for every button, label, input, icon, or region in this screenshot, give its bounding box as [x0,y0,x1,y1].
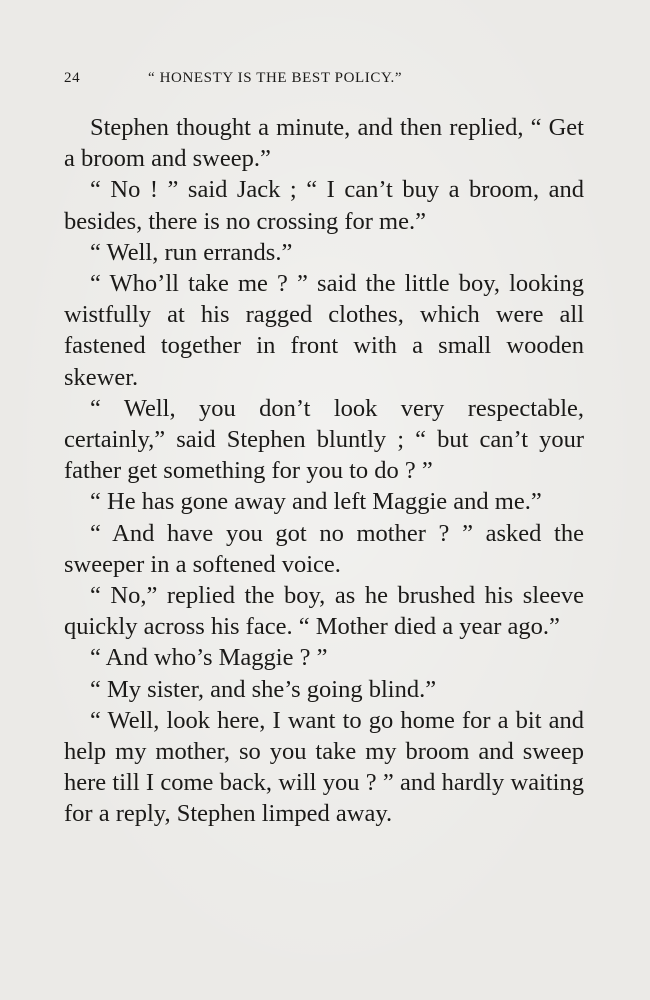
paragraph: “ No ! ” said Jack ; “ I can’t buy a broom, and besides, there is no crossing for me.” [64,176,584,235]
paragraph: Stephen thought a minute, and then replied, “ Get a broom and sweep.” [64,114,584,173]
running-title: “ HONESTY IS THE BEST POLICY.” [148,70,403,86]
paragraph: “ Well, run errands.” [90,238,293,266]
paragraph: “ And have you got no mother ? ” asked the sweeper in a softened voice. [64,519,584,578]
paragraph: “ No,” replied the boy, as he brushed his sleeve quickly across his face. “ Mother died a year ago.” [64,582,584,641]
paragraph: “ Well, you don’t look very respectable, certainly,” said Stephen bluntly ; “ but can’t your father get something for you to do ? ” [64,394,584,485]
paragraph: “ And who’s Maggie ? ” [90,644,328,672]
body-text [64,112,584,830]
running-header [64,70,584,92]
paragraph: “ He has gone away and left Maggie and me.” [90,488,542,516]
paragraph: “ Well, look here, I want to go home for a bit and help my mother, so you take my broom and sweep here till I come back, will you ? ” and hardly waiting for a reply, Stephen limped away. [64,706,584,828]
page-number: 24 [64,70,81,86]
paragraph: “ Who’ll take me ? ” said the little boy, looking wistfully at his ragged clothes, which were all fastened together in front with a small wooden skewer. [64,270,584,391]
paragraph: “ My sister, and she’s going blind.” [90,675,437,703]
